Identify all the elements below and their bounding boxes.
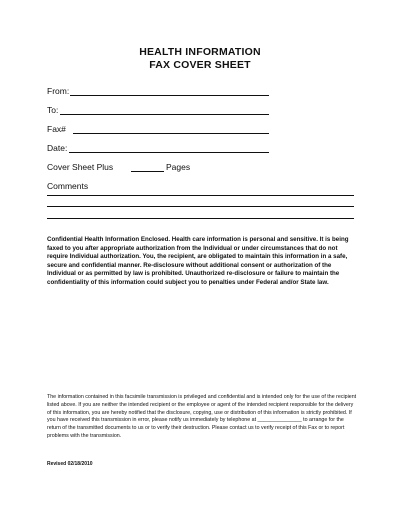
from-input-line[interactable] <box>70 95 269 96</box>
from-label: From: <box>47 86 70 96</box>
comments-line-1[interactable] <box>47 195 354 196</box>
pages-label: Pages <box>166 162 191 172</box>
document-subtitle: FAX COVER SHEET <box>149 59 251 71</box>
fax-input-line[interactable] <box>73 133 269 134</box>
cover-sheet-label: Cover Sheet Plus <box>47 162 114 172</box>
date-label: Date: <box>47 143 68 153</box>
comments-line-2[interactable] <box>47 206 354 207</box>
comments-line-3[interactable] <box>47 218 354 219</box>
comments-label: Comments <box>47 181 89 191</box>
pages-count-line[interactable] <box>131 171 164 172</box>
to-input-line[interactable] <box>60 114 269 115</box>
confidential-notice: Confidential Health Information Enclosed. Health care information is personal and sensitive. It is being faxed to you after appropriate authorization from the Individual or under circumstances that do not require Individual authorization. You, the recipient, are obligated to maintain this information in a safe, secure and confidential manner. Re-disclosure without additional consent or authorization of the Individual or as permitted by law is prohibited. Unauthorized re-disclosure or failure to maintain the confidentiality of this information could subject you to penalties under Federal and/or State law. <box>47 236 349 286</box>
fax-label: Fax# <box>47 124 66 134</box>
document-title: HEALTH INFORMATION <box>139 46 261 58</box>
privacy-disclaimer: The information contained in this facsimile transmission is privileged and confidential and is intended only for the use of the recipient listed above. If you are neither the intended recipient or the employee or agent of the intended recipient responsible for the delivery of this information, you are hereby notified that the disclosure, copying, use or distribution of this information is strictly prohibited. If you have received this transmission in error, please notify us immediately by telephone at _______________ to arrange for the return of the transmitted documents to us or to verify their destruction. Please contact us to verify receipt of this Fax or to report problems with the transmission. <box>47 394 357 439</box>
to-label: To: <box>47 105 59 115</box>
revision-date: Revised 02/18/2010 <box>47 461 93 467</box>
date-input-line[interactable] <box>69 152 269 153</box>
